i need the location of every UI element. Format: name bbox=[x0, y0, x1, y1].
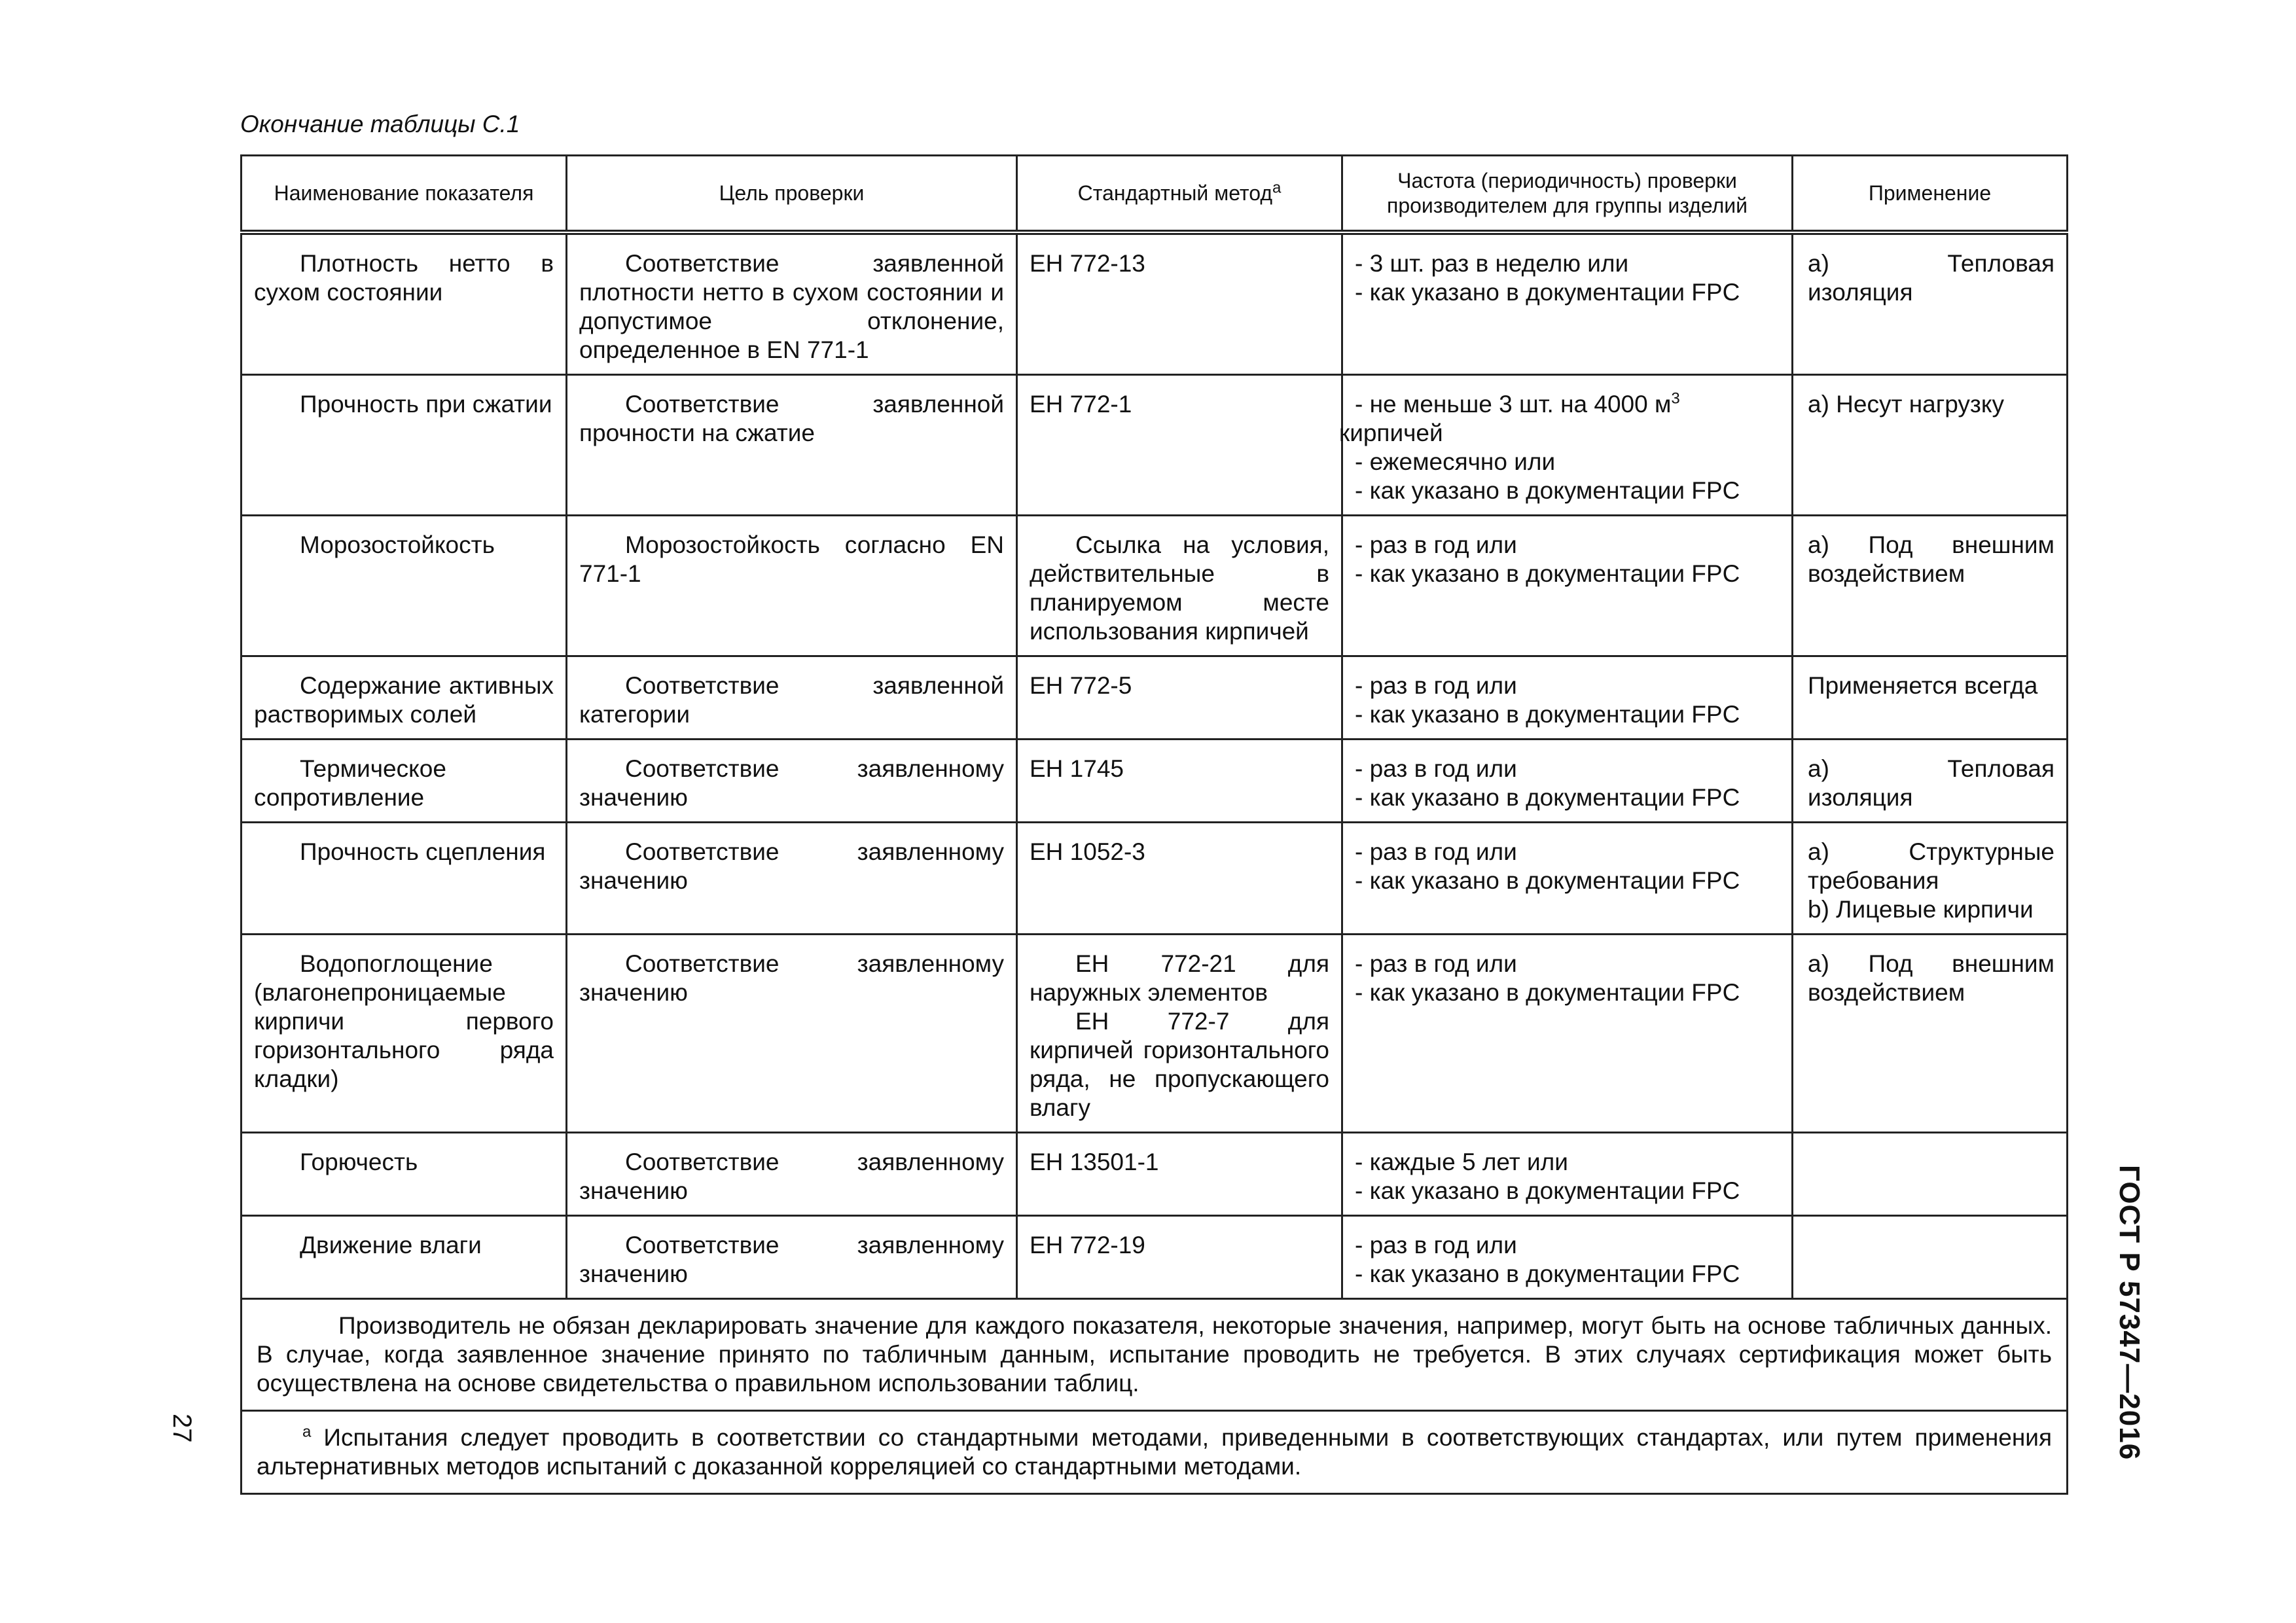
cell-method: ЕН 13501-1 bbox=[1017, 1133, 1342, 1216]
cell-purpose: Соответствие заявленному значению bbox=[567, 823, 1017, 935]
cell-frequency bbox=[1342, 232, 1793, 375]
superscript: 3 bbox=[1671, 389, 1680, 408]
cell-frequency bbox=[1342, 516, 1793, 656]
table-row bbox=[242, 232, 2068, 375]
footnote-mark: a bbox=[302, 1423, 312, 1441]
cell-name: Движение влаги bbox=[242, 1216, 567, 1299]
cell-purpose: Соответствие заявленному значению bbox=[567, 1133, 1017, 1216]
cell-purpose: Морозостойкость согласно EN 771-1 bbox=[567, 516, 1017, 656]
application-line: а) Несут нагрузку bbox=[1808, 391, 2004, 418]
application-line: а) Под внешним воздействием bbox=[1808, 950, 2054, 1006]
table-row bbox=[242, 740, 2068, 823]
table-row bbox=[242, 1133, 2068, 1216]
table-row bbox=[242, 375, 2068, 516]
frequency-line: - раз в год или bbox=[1355, 531, 1517, 558]
standard-code: ГОСТ Р 57347—2016 bbox=[2113, 1165, 2145, 1461]
cell-name: Плотность нетто в сухом состоянии bbox=[242, 232, 567, 375]
cell-purpose: Соответствие заявленной категории bbox=[567, 656, 1017, 740]
application-line: а) Структурные требования bbox=[1808, 838, 2054, 894]
note-cell bbox=[242, 1299, 2068, 1411]
cell-purpose: Соответствие заявленному значению bbox=[567, 935, 1017, 1133]
frequency-line: - как указано в документации FPC bbox=[1355, 867, 1740, 894]
note-row bbox=[242, 1299, 2068, 1411]
cell-method: ЕН 1052-3 bbox=[1017, 823, 1342, 935]
frequency-text: - не меньше 3 шт. на 4000 м bbox=[1355, 391, 1672, 418]
cell-frequency bbox=[1342, 1133, 1793, 1216]
cell-name: Прочность сцепления bbox=[242, 823, 567, 935]
inspection-table bbox=[240, 154, 2068, 1495]
header-frequency: Частота (периодичность) проверки производителем для группы изделий bbox=[1342, 156, 1793, 233]
cell-frequency bbox=[1339, 375, 1793, 516]
footnote-cell bbox=[242, 1411, 2068, 1494]
cell-name: Содержание активных растворимых солей bbox=[242, 656, 567, 740]
cell-name: Морозостойкость bbox=[242, 516, 567, 656]
table-header-row bbox=[242, 156, 2068, 233]
table-row bbox=[242, 935, 2068, 1133]
frequency-line: - каждые 5 лет или bbox=[1355, 1149, 1568, 1175]
method-line: ЕН 772-21 для наружных элементов bbox=[1030, 950, 1329, 1006]
table-row bbox=[242, 516, 2068, 656]
cell-frequency bbox=[1342, 823, 1793, 935]
application-line: b) Лицевые кирпичи bbox=[1808, 896, 2034, 923]
cell-application bbox=[1793, 823, 2068, 935]
cell-purpose: Соответствие заявленной плотности нетто в сухом состоянии и допустимое отклонение, определенное в EN 771-1 bbox=[567, 232, 1017, 375]
frequency-line: - 3 шт. раз в неделю или bbox=[1355, 250, 1629, 277]
method-line: ЕН 772-7 для кирпичей горизонтального ряда, не пропускающего влагу bbox=[1030, 1008, 1329, 1121]
header-name: Наименование показателя bbox=[242, 156, 567, 233]
header-method: Стандартный метод$^a$ bbox=[1017, 156, 1342, 233]
cell-purpose: Соответствие заявленной прочности на сжатие bbox=[567, 375, 1017, 516]
table-caption: Окончание таблицы С.1 bbox=[240, 111, 520, 137]
frequency-line: - раз в год или bbox=[1355, 838, 1517, 865]
cell-application bbox=[1793, 232, 2068, 375]
cell-frequency bbox=[1342, 656, 1793, 740]
frequency-line: - как указано в документации FPC bbox=[1355, 1177, 1740, 1204]
frequency-line: - как указано в документации FPC bbox=[1355, 279, 1740, 306]
cell-frequency bbox=[1342, 740, 1793, 823]
cell-name: Водопоглощение (влагонепроницаемые кирпичи первого горизонтального ряда кладки) bbox=[242, 935, 567, 1133]
note-text: Производитель не обязан декларировать значение для каждого показателя, некоторые значения, например, могут быть на основе табличных данных. В случае, когда заявленное значение принято по табличным данным, испытание проводить не требуется. В этих случаях сертификация может быть осуществлена на основе свидетельства о правильном использовании таблиц. bbox=[257, 1312, 2052, 1397]
frequency-line: - как указано в документации FPC bbox=[1355, 477, 1740, 504]
header-method-footnote-mark: a bbox=[1272, 179, 1282, 197]
frequency-line: - раз в год или bbox=[1355, 1232, 1517, 1258]
header-application: Применение bbox=[1793, 156, 2068, 233]
cell-application bbox=[1793, 740, 2068, 823]
frequency-line: - как указано в документации FPC bbox=[1355, 784, 1740, 811]
footnote-row bbox=[242, 1411, 2068, 1494]
cell-name: Горючесть bbox=[242, 1133, 567, 1216]
table-row bbox=[242, 1216, 2068, 1299]
cell-method bbox=[1017, 935, 1342, 1133]
cell-method: ЕН 772-19 bbox=[1017, 1216, 1342, 1299]
cell-application bbox=[1793, 1216, 2068, 1299]
cell-purpose: Соответствие заявленному значению bbox=[567, 740, 1017, 823]
table-body bbox=[242, 232, 2068, 1299]
page-number: 27 bbox=[168, 1414, 196, 1443]
method-text: Ссылка на условия, действительные в планируемом месте использования кирпичей bbox=[1030, 531, 1329, 645]
header-purpose: Цель проверки bbox=[567, 156, 1017, 233]
frequency-line: - раз в год или bbox=[1355, 755, 1517, 782]
cell-method bbox=[1017, 516, 1342, 656]
frequency-line: - как указано в документации FPC bbox=[1355, 701, 1740, 728]
cell-frequency bbox=[1342, 935, 1793, 1133]
cell-application bbox=[1793, 375, 2068, 516]
application-line: Применяется всегда bbox=[1808, 672, 2038, 699]
frequency-line: - как указано в документации FPC bbox=[1355, 979, 1740, 1006]
cell-method: ЕН 772-1 bbox=[1017, 375, 1342, 516]
application-line: а) Под внешним воздействием bbox=[1808, 531, 2054, 587]
frequency-line bbox=[1339, 390, 1780, 448]
frequency-line: - раз в год или bbox=[1355, 950, 1517, 977]
cell-purpose: Соответствие заявленному значению bbox=[567, 1216, 1017, 1299]
cell-method: ЕН 772-5 bbox=[1017, 656, 1342, 740]
application-line: а) Тепловая изоляция bbox=[1808, 755, 2054, 811]
cell-name: Термическое сопротивление bbox=[242, 740, 567, 823]
cell-frequency bbox=[1342, 1216, 1793, 1299]
table-row bbox=[242, 823, 2068, 935]
cell-application bbox=[1793, 516, 2068, 656]
cell-application bbox=[1793, 656, 2068, 740]
frequency-text: кирпичей bbox=[1339, 419, 1443, 446]
cell-name: Прочность при сжатии bbox=[242, 375, 567, 516]
table-row bbox=[242, 656, 2068, 740]
footnote-text: $^a$ Испытания следует проводить в соответствии со стандартными методами, приведенными в соответствующих стандартах, или путем применения альтернативных методов испытаний с доказанной корреляцией со стандартными методами. bbox=[257, 1423, 2052, 1480]
application-line: а) Тепловая изоляция bbox=[1808, 250, 2054, 306]
frequency-line: - раз в год или bbox=[1355, 672, 1517, 699]
frequency-line: - как указано в документации FPC bbox=[1355, 1260, 1740, 1287]
cell-method: ЕН 1745 bbox=[1017, 740, 1342, 823]
cell-application bbox=[1793, 935, 2068, 1133]
frequency-line: - как указано в документации FPC bbox=[1355, 560, 1740, 587]
cell-method: ЕН 772-13 bbox=[1017, 232, 1342, 375]
frequency-line: - ежемесячно или bbox=[1355, 448, 1556, 475]
cell-application bbox=[1793, 1133, 2068, 1216]
